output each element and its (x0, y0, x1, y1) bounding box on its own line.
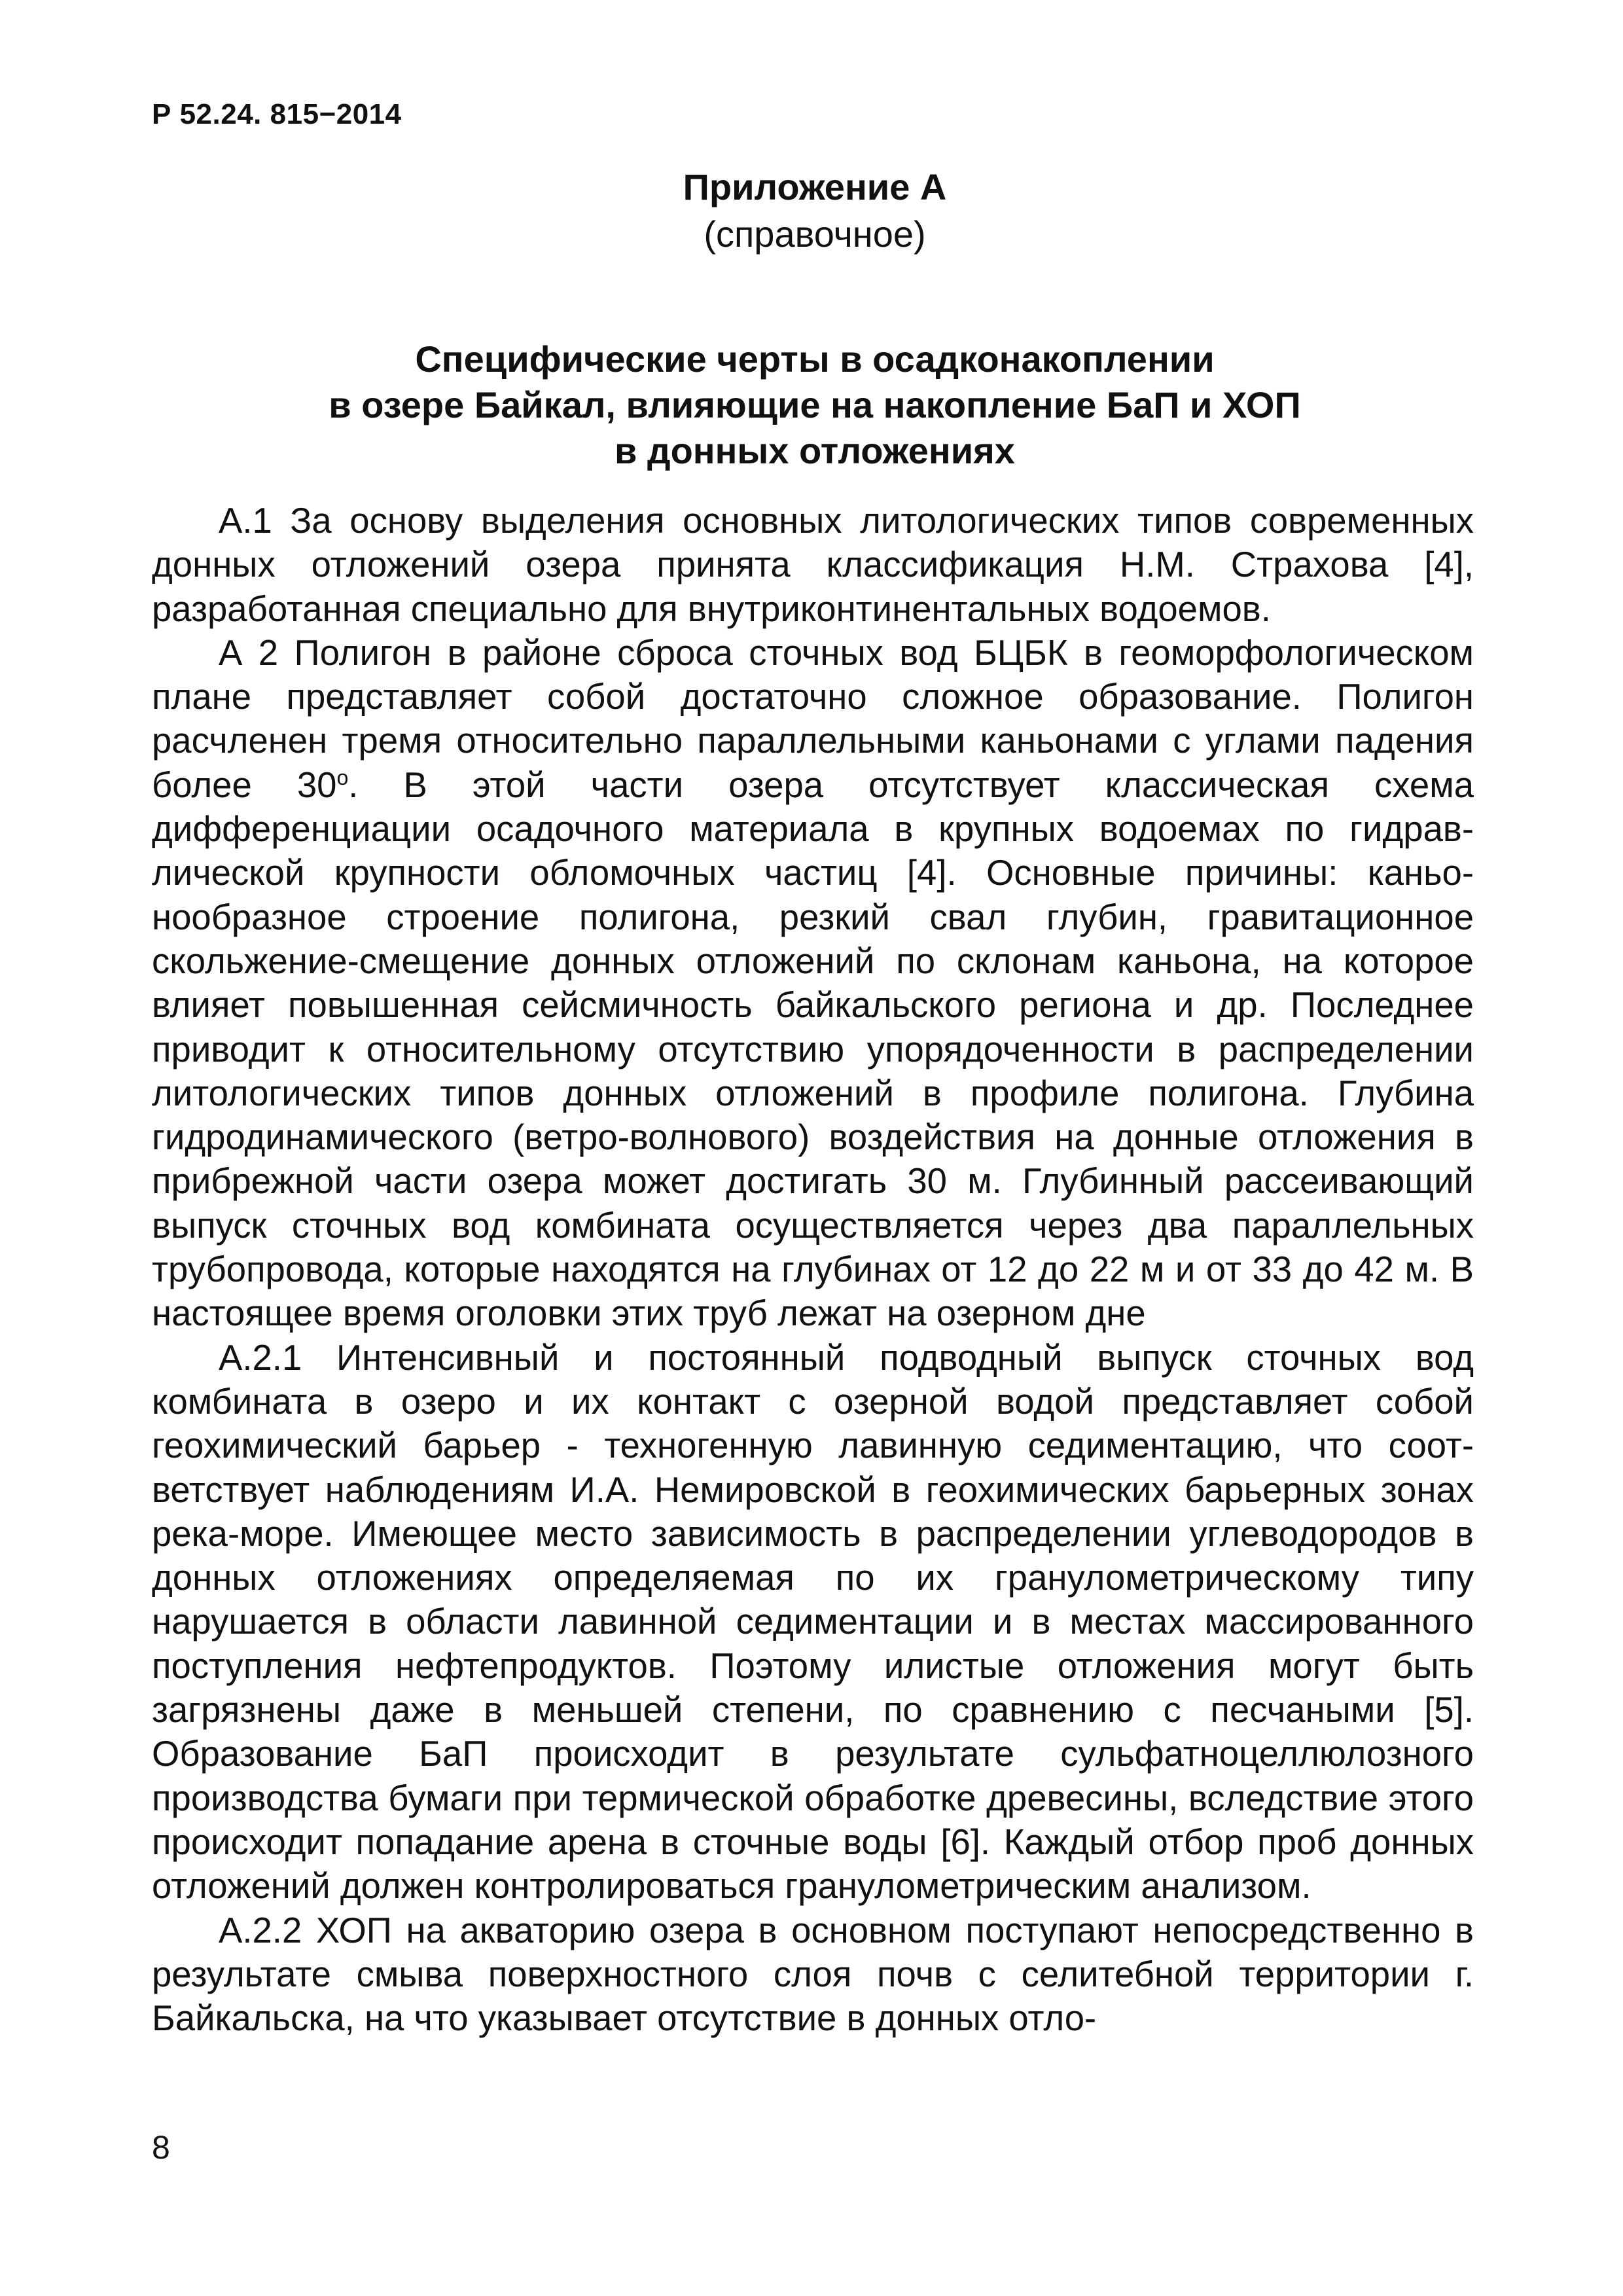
page-number: 8 (152, 2129, 170, 2166)
paragraph-a2-part1: А 2 Полигон в районе сброса сточных вод БЦБК в геоморфологическом плане представляет собой достаточно сложное образование. Полигон расчленен тремя относительно параллельными каньонами с углами падения более 30 (152, 632, 1474, 805)
paragraph-a2 (152, 631, 1474, 1336)
degree-symbol: o (336, 765, 349, 789)
section-title-line: в донных отложениях (615, 430, 1015, 471)
section-title-line: в озере Байкал, влияющие на накопление БаП и ХОП (329, 384, 1301, 425)
appendix-title: Приложение А (683, 166, 947, 207)
body-text (152, 499, 1474, 2040)
appendix-header (157, 164, 1472, 474)
document-code: Р 52.24. 815−2014 (152, 98, 402, 130)
section-title (157, 336, 1472, 474)
section-title-line: Специфические черты в осадконакоплении (415, 338, 1215, 380)
paragraph-a1: А.1 За основу выделения основных литологических типов современных донных отложений озера принята классификация Н.М. Страхова [4], разработанная специально для внутриконтинентальных водоемов. (152, 501, 1474, 629)
appendix-type: (справочное) (704, 213, 926, 255)
paragraph-a22: А.2.2 ХОП на акваторию озера в основном поступают непосредственно в результате смыва поверхностного слоя почв с селитебной территории г. Байкальска, на что указывает отсутствие в донных отло- (152, 1910, 1474, 2039)
paragraph-a2-part2: . В этой части озера отсутствует классическая схема дифференциации осадочного материала в крупных водоемах по гидравлической крупности обломочных частиц [4]. Основные причины: каньонообразное строение полигона, резкий свал глубин, гравитационное скольжение-смещение донных отложений по склонам каньона, на которое влияет повышенная сейсмичность байкальского региона и др. Последнее приводит к относительному отсутствию упорядоченности в распределении литологических типов донных отложений в профиле полигона. Глубина гидродинамического (ветро-волнового) воздействия на донные отложения в прибрежной части озера может достигать 30 м. Глубинный рассеивающий выпуск сточных вод комбината осуществляется через два параллельных трубопровода, которые находятся на глубинах от 12 до 22 м и от 33 до 42 м. В настоящее время оголовки этих труб лежат на озерном дне (152, 764, 1474, 1334)
paragraph-a21: А.2.1 Интенсивный и постоянный подводный выпуск сточных вод комбината в озеро и их контакт с озерной водой представляет собой геохимический барьер - техногенную лавинную седиментацию, что соответствует наблюдениям И.А. Немировской в геохимических барьерных зонах река-море. Имеющее место зависимость в распределении углеводородов в донных отложениях определяемая по их гранулометрическому типу нарушается в области лавинной седиментации и в местах массированного поступления нефтепродуктов. Поэтому илистые отложения могут быть загрязнены даже в меньшей степени, по сравнению с песчаными [5]. Образование БаП происходит в результате сульфатноцеллюлозного производства бумаги при термической обработке древесины, вследствие этого происходит попадание арена в сточные воды [6]. Каждый отбор проб донных отложений должен контролироваться гранулометрическим анализом. (152, 1337, 1474, 1907)
